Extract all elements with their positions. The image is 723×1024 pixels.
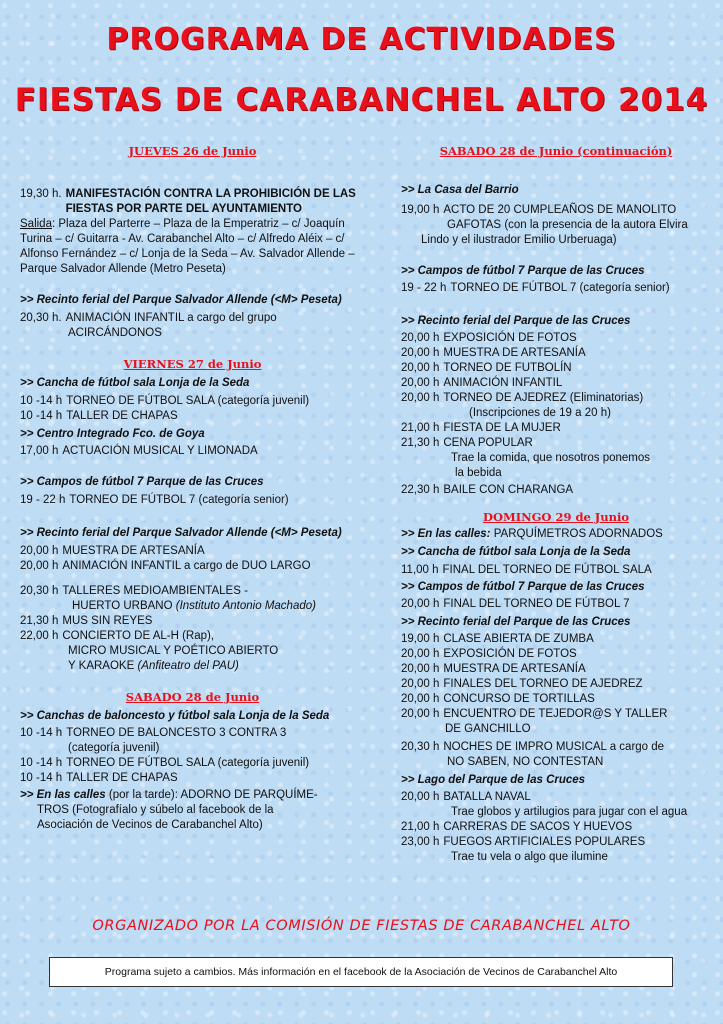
event-detail: a cargo de DUO LARGO — [184, 560, 311, 572]
event-time: 22,30 h — [401, 484, 440, 496]
event-detail: (categoría juvenil) — [217, 395, 310, 407]
event-time: 20,00 h — [401, 332, 440, 344]
event-row — [401, 483, 711, 498]
event-title: FINAL DEL TORNEO DE FÚTBOL 7 — [443, 598, 630, 610]
street-event — [20, 788, 365, 803]
event-row — [401, 203, 711, 218]
event-time: 21,30 h — [401, 437, 440, 449]
day-heading-sabado: SABADO 28 de Junio — [125, 690, 260, 704]
event-row — [401, 692, 711, 707]
event-title: NOCHES DE IMPRO MUSICAL a cargo de — [443, 741, 665, 753]
event-time: 20,00 h — [401, 678, 440, 690]
event-title: CENA POPULAR — [443, 437, 533, 449]
section-heading: >> Recinto ferial del Parque Salvador Allende (<M> Peseta) — [20, 294, 342, 306]
event-row — [20, 756, 365, 771]
event-detail: Y KARAOKE — [68, 660, 135, 672]
event-row — [20, 444, 365, 459]
event-time: 19,00 h — [401, 204, 440, 216]
event-time: 20,00 h — [20, 560, 59, 572]
event-time: 23,00 h — [401, 836, 440, 848]
event-row — [20, 726, 365, 741]
event-time: 20,00 h — [401, 392, 440, 404]
event-time: 21,00 h — [401, 422, 440, 434]
section-heading: >> Recinto ferial del Parque Salvador Allende (<M> Peseta) — [20, 527, 342, 539]
section-heading: >> Recinto ferial del Parque de las Cruces — [401, 616, 631, 628]
event-row — [401, 563, 711, 578]
event-time: 20,00 h — [401, 648, 440, 660]
event-title: TALLERES MEDIOAMBIENTALES - — [62, 585, 248, 597]
section-heading: >> En las calles: — [401, 528, 491, 540]
event-time: 20,30 h — [20, 585, 59, 597]
event-row — [401, 790, 711, 805]
event-row — [401, 361, 711, 376]
section-heading: >> Cancha de fútbol sala Lonja de la Seda — [20, 377, 250, 389]
event-detail: (Eliminatorias) — [569, 392, 644, 404]
event-title: CLASE ABIERTA DE ZUMBA — [443, 633, 594, 645]
event-row — [401, 376, 711, 391]
event-time: 21,00 h — [401, 821, 440, 833]
event-time: 20,00 h — [401, 362, 440, 374]
event-row — [401, 740, 711, 755]
event-time: 20,00 h — [401, 347, 440, 359]
event-row — [20, 771, 365, 786]
left-column — [20, 142, 365, 833]
event-detail: MICRO MUSICAL Y POÉTICO ABIERTO — [68, 645, 279, 657]
event-detail: NO SABEN, NO CONTESTAN — [447, 756, 604, 768]
event-time: 10 -14 h — [20, 727, 63, 739]
event-time: 20,00 h — [401, 663, 440, 675]
day-heading-domingo: DOMINGO 29 de Junio — [482, 510, 630, 524]
event-title: BAILE CON CHARANGA — [443, 484, 574, 496]
event-detail: (categoría juvenil) — [217, 757, 310, 769]
event-row — [20, 409, 365, 424]
event-time: 19 - 22 h — [20, 494, 66, 506]
event-title: TORNEO DE FUTBOLÍN — [443, 362, 572, 374]
event-detail: (categoría senior) — [579, 282, 670, 294]
event-title: TORNEO DE FÚTBOL 7 — [450, 282, 577, 294]
event-title: HUERTO URBANO — [72, 600, 173, 612]
event-detail: (Inscripciones de 19 a 20 h) — [469, 407, 611, 419]
event-title: EXPOSICIÓN DE FOTOS — [443, 332, 577, 344]
event-detail: TROS (Fotografíalo y súbelo al facebook de la — [37, 804, 274, 816]
event-detail: la bebida — [455, 467, 502, 479]
event-detail: (categoría juvenil) — [68, 742, 160, 754]
event-time: 19,30 h. — [20, 188, 62, 200]
disclaimer-text: Programa sujeto a cambios. Más información en el facebook de la Asociación de Vecinos de Carabanchel Alto — [104, 966, 618, 978]
event-time: 20,00 h — [401, 693, 440, 705]
section-heading: >> Campos de fútbol 7 Parque de las Cruces — [401, 265, 645, 277]
event-row — [20, 544, 365, 559]
section-heading: >> Centro Integrado Fco. de Goya — [20, 428, 205, 440]
event-title: EXPOSICIÓN DE FOTOS — [443, 648, 577, 660]
organizer-line: ORGANIZADO POR LA COMISIÓN DE FIESTAS DE CARABANCHEL ALTO — [92, 918, 631, 934]
day-heading-jueves: JUEVES 26 de Junio — [128, 144, 257, 158]
event-time: 20,00 h — [20, 545, 59, 557]
event-title: TORNEO DE FÚTBOL 7 — [69, 494, 196, 506]
event-row — [401, 632, 711, 647]
event-row — [20, 493, 365, 508]
event-title: FIESTA DE LA MUJER — [443, 422, 561, 434]
street-event — [401, 527, 711, 542]
event-row — [20, 311, 365, 326]
event-title: FINAL DEL TORNEO DE FÚTBOL SALA — [442, 564, 652, 576]
event-row — [20, 584, 365, 599]
right-column — [401, 142, 711, 865]
event-title: MUESTRA DE ARTESANÍA — [62, 545, 205, 557]
section-heading: >> La Casa del Barrio — [401, 184, 519, 196]
event-time: 20,00 h — [401, 791, 440, 803]
event-detail: DE GANCHILLO — [445, 723, 531, 735]
event-time: 10 -14 h — [20, 757, 63, 769]
event-title: MANIFESTACIÓN CONTRA LA PROHIBICIÓN DE LAS FIESTAS POR PARTE DEL AYUNTAMIENTO — [65, 188, 356, 215]
event-detail: Trae tu vela o algo que ilumine — [451, 851, 608, 863]
event-detail: Trae la comida, que nosotros ponemos — [451, 452, 651, 464]
event-row — [401, 331, 711, 346]
route-description: : Plaza del Parterre – Plaza de la Emperatriz – c/ Joaquín Turina – c/ Guitarra - Av. Carabanchel Alto – c/ Alfredo Aléix – c/ Alfonso Fernández – c/ Lonja de la Seda – Av. Salvador Allende – Parque Salvador Allende (Metro Peseta) — [20, 218, 355, 275]
event-detail: Asociación de Vecinos de Carabanchel Alto) — [37, 819, 263, 831]
event-row — [20, 187, 365, 217]
section-heading: >> Recinto ferial del Parque de las Cruces — [401, 315, 631, 327]
event-time: 20,00 h — [401, 377, 440, 389]
section-heading: >> Canchas de baloncesto y fútbol sala Lonja de la Seda — [20, 710, 330, 722]
event-detail: Lindo y el ilustrador Emilio Urberuaga) — [421, 234, 617, 246]
event-row — [20, 614, 365, 629]
event-row — [401, 677, 711, 692]
event-row — [401, 436, 711, 451]
event-time: 20,00 h — [401, 598, 440, 610]
event-time: 20,30 h — [401, 741, 440, 753]
event-detail: Trae globos y artilugios para jugar con el agua — [451, 806, 688, 818]
event-row — [401, 820, 711, 835]
event-row — [401, 391, 711, 406]
disclaimer-box — [49, 957, 673, 987]
event-title: MUESTRA DE ARTESANÍA — [443, 663, 586, 675]
event-row — [401, 281, 711, 296]
event-detail: (con la presencia de la autora Elvira — [504, 219, 688, 231]
event-time: 10 -14 h — [20, 395, 63, 407]
event-title: : ADORNO DE PARQUÍME- — [174, 789, 318, 801]
event-title: MUS SIN REYES — [62, 615, 153, 627]
event-title: TORNEO DE AJEDREZ — [443, 392, 567, 404]
event-time: 20,00 h — [401, 708, 440, 720]
event-row — [20, 394, 365, 409]
event-title: TALLER DE CHAPAS — [66, 772, 178, 784]
event-time: 20,30 h. — [20, 312, 62, 324]
event-row — [401, 346, 711, 361]
event-title: GAFOTAS — [447, 219, 502, 231]
event-title: CONCIERTO DE AL-H (Rap), — [62, 630, 215, 642]
event-title: ACTO DE 20 CUMPLEAÑOS DE MANOLITO — [443, 204, 677, 216]
event-title: TALLER DE CHAPAS — [66, 410, 178, 422]
event-row — [401, 421, 711, 436]
event-title: ANIMACIÓN INFANTIL — [62, 560, 181, 572]
event-title: ANIMACIÓN INFANTIL a cargo del grupo — [65, 312, 277, 324]
page-subtitle: FIESTAS DE CARABANCHEL ALTO 2014 — [14, 82, 709, 118]
event-time: 11,00 h — [401, 564, 439, 576]
event-row — [20, 629, 365, 644]
event-title: BATALLA NAVAL — [443, 791, 531, 803]
event-row — [401, 647, 711, 662]
event-title: ACTUACIÓN MUSICAL Y LIMONADA — [62, 445, 258, 457]
day-heading-sabado-continuacion: SABADO 28 de Junio (continuación) — [439, 144, 673, 158]
section-heading: >> Cancha de fútbol sala Lonja de la Seda — [401, 546, 631, 558]
event-title: FINALES DEL TORNEO DE AJEDREZ — [443, 678, 643, 690]
event-row — [401, 707, 711, 722]
event-time: 21,30 h — [20, 615, 59, 627]
event-title: PARQUÍMETROS ADORNADOS — [493, 528, 663, 540]
page-title: PROGRAMA DE ACTIVIDADES — [106, 22, 617, 57]
event-title: ANIMACIÓN INFANTIL — [443, 377, 563, 389]
event-title: FUEGOS ARTIFICIALES POPULARES — [443, 836, 646, 848]
event-title: TORNEO DE FÚTBOL SALA — [66, 395, 215, 407]
event-location: (Anfiteatro del PAU) — [137, 660, 239, 672]
section-heading: >> Lago del Parque de las Cruces — [401, 774, 586, 786]
event-time: 10 -14 h — [20, 410, 63, 422]
event-time: 10 -14 h — [20, 772, 63, 784]
event-time: 19 - 22 h — [401, 282, 447, 294]
event-title: CONCURSO DE TORTILLAS — [443, 693, 595, 705]
event-time: 17,00 h — [20, 445, 59, 457]
event-title: ENCUENTRO DE TEJEDOR@S Y TALLER — [443, 708, 668, 720]
event-time: 22,00 h — [20, 630, 59, 642]
event-row — [401, 597, 711, 612]
event-title: CARRERAS DE SACOS Y HUEVOS — [443, 821, 633, 833]
event-detail: ACIRCÁNDONOS — [68, 327, 162, 339]
day-heading-viernes: VIERNES 27 de Junio — [123, 357, 262, 371]
event-title: TORNEO DE BALONCESTO 3 CONTRA 3 — [66, 727, 287, 739]
event-row — [401, 835, 711, 850]
event-title: TORNEO DE FÚTBOL SALA — [66, 757, 215, 769]
section-heading: >> Campos de fútbol 7 Parque de las Cruces — [401, 581, 645, 593]
section-heading: >> En las calles — [20, 789, 106, 801]
event-time: 19,00 h — [401, 633, 440, 645]
section-heading: >> Campos de fútbol 7 Parque de las Cruces — [20, 476, 264, 488]
event-title: MUESTRA DE ARTESANÍA — [443, 347, 586, 359]
event-row — [401, 662, 711, 677]
event-row — [20, 559, 365, 574]
route-label: Salida — [20, 218, 52, 230]
route-text — [20, 217, 365, 277]
event-detail: (por la tarde) — [108, 789, 175, 801]
event-location: (Instituto Antonio Machado) — [175, 600, 316, 612]
event-detail: (categoría senior) — [198, 494, 289, 506]
